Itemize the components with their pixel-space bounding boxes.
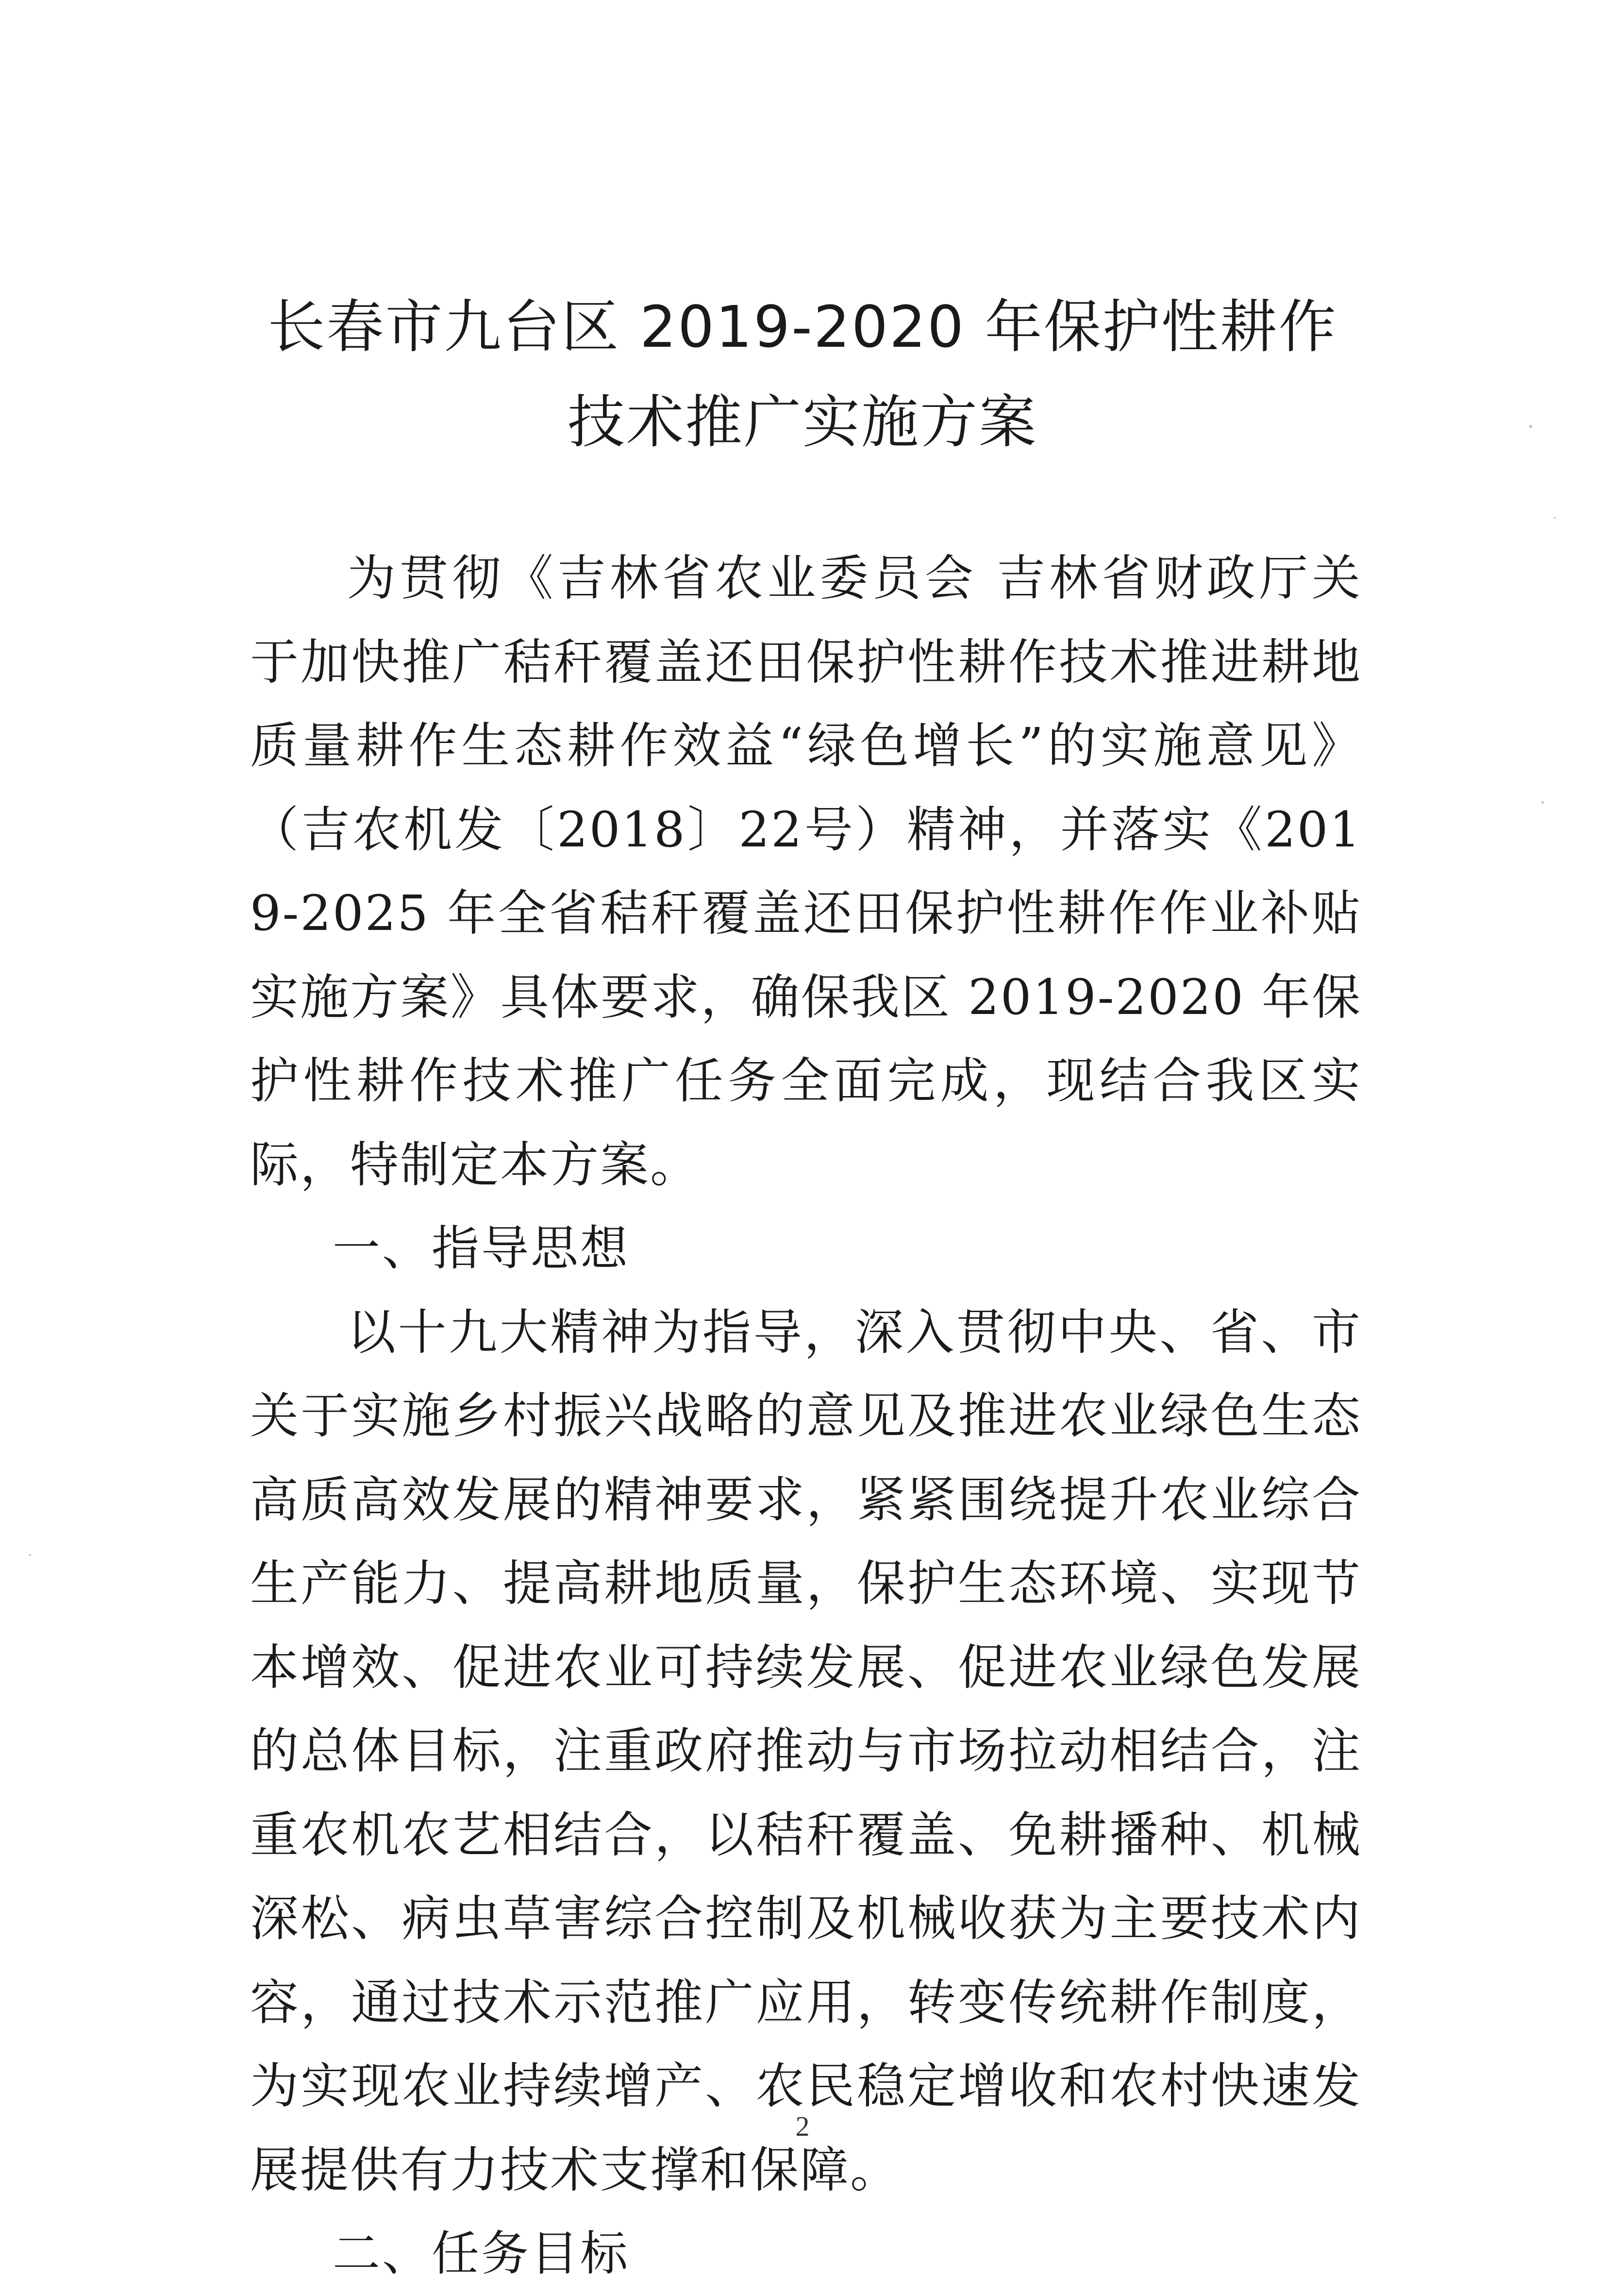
scan-speck — [29, 1554, 31, 1556]
page-number: 2 — [795, 2110, 810, 2142]
guiding-ideology-paragraph: 以十九大精神为指导，深入贯彻中央、省、市关于实施乡村振兴战略的意见及推进农业绿色生态高质高效发展的精神要求，紧紧围绕提升农业综合生产能力、提高耕地质量，保护生态环境、实现节本增效、促进农业可持续发展、促进农业绿色发展的总体目标，注重政府推动与市场拉动相结合，注重农机农艺相结合，以秸秆覆盖、免耕播种、机械深松、病虫草害综合控制及机械收获为主要技术内容，通过技术示范推广应用，转变传统耕作制度，为实现农业持续增产、农民稳定增收和农村快速发展提供有力技术支撑和保障。 — [250, 1303, 1362, 2198]
scan-speck — [1529, 425, 1532, 428]
title-line-2: 技术推广实施方案 — [567, 388, 1037, 456]
scan-speck — [1541, 801, 1544, 804]
document-body — [250, 537, 1362, 2296]
title-line-1: 长春市九台区 2019-2020 年保护性耕作 — [268, 293, 1338, 360]
document-title — [243, 279, 1362, 470]
scan-speck — [1554, 517, 1556, 519]
section-heading-task-goals: 二、任务目标 — [333, 2226, 630, 2281]
intro-paragraph: 为贯彻《吉林省农业委员会 吉林省财政厅关于加快推广秸秆覆盖还田保护性耕作技术推进耕地质量耕作生态耕作效益“绿色增长”的实施意见》（吉农机发〔2018〕22号）精神，并落实《2019-2025 年全省秸秆覆盖还田保护性耕作作业补贴实施方案》具体要求，确保我区 2019-2020 年保护性耕作技术推广任务全面完成，现结合我区实际，特制定本方案。 — [250, 550, 1362, 1193]
section-heading-guiding-ideology: 一、指导思想 — [333, 1221, 630, 1276]
